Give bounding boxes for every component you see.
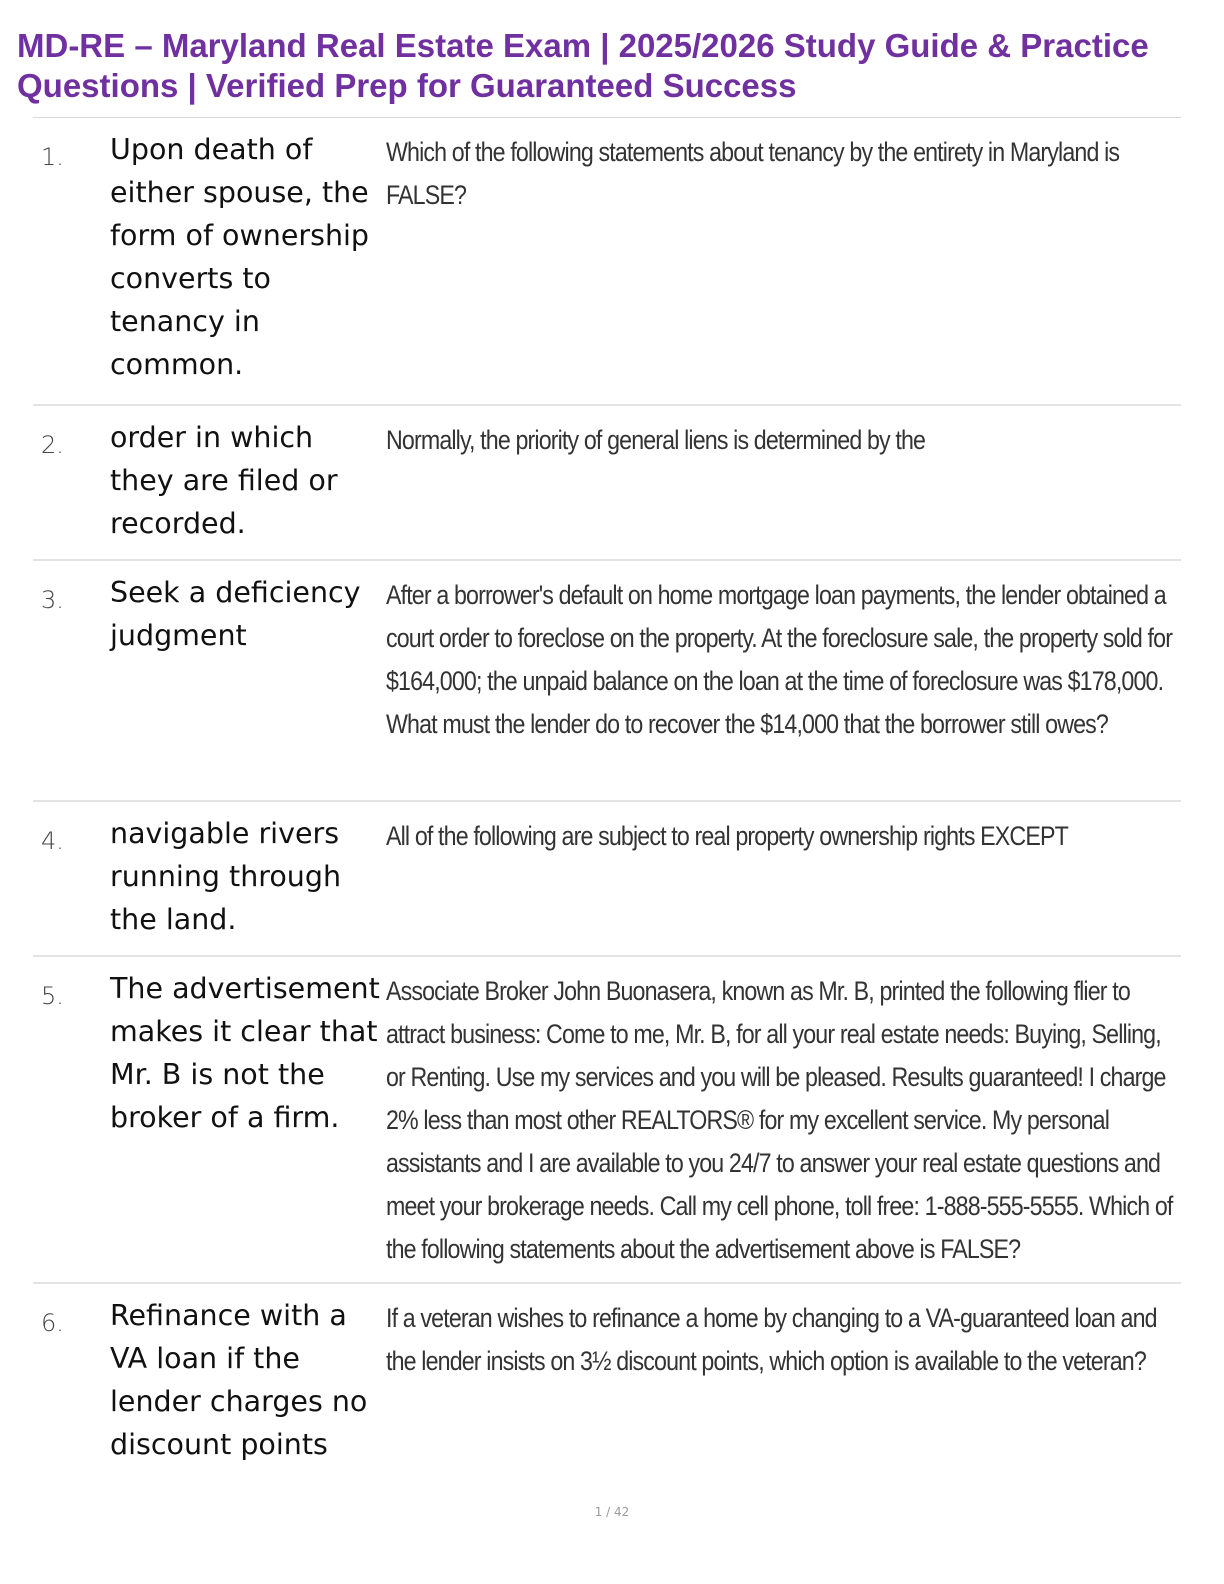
page-number: 1 / 42 [594, 1505, 630, 1519]
answer-text: Seek a deficiency judgment [110, 576, 361, 652]
question-text: Normally, the priority of general liens is determined by the [386, 425, 926, 455]
item-number: 6. [41, 1309, 64, 1337]
qa-row [33, 561, 1181, 802]
qa-row [33, 957, 1181, 1284]
item-number: 1. [41, 143, 64, 171]
qa-row [33, 802, 1181, 957]
qa-row [33, 118, 1181, 406]
question-text: After a borrower's default on home mortgage loan payments, the lender obtained a court order to foreclose on the property. At the foreclosure sale, the property sold for $164,000; the unpaid balance on the loan at the time of foreclosure was $178,000. What must the lender do to recover the $14,000 that the borrower still owes? [386, 580, 1173, 739]
qa-row [33, 1284, 1181, 1480]
item-number: 4. [41, 827, 64, 855]
answer-text: The advertisement makes it clear that Mr. B is not the broker of a firm. [110, 972, 380, 1134]
qa-list [33, 118, 1181, 1480]
item-number: 5. [41, 982, 64, 1010]
item-number: 3. [41, 586, 64, 614]
question-text: Associate Broker John Buonasera, known as Mr. B, printed the following flier to attract business: Come to me, Mr. B, for all your real estate needs: Buying, Selling, or Renting. Use my services and you will be pleased. Results guaranteed! I charge 2% less than most other REALTORS® for my excellent service. My personal assistants and I are available to you 24/7 to answer your real estate questions and meet your brokerage needs. Call my cell phone, toll free: 1-888-555-5555. Which of the following statements about the advertisement above is FALSE? [386, 976, 1173, 1264]
page-title: MD-RE – Maryland Real Estate Exam | 2025/2026 Study Guide & Practice Questions | Verified Prep for Guaranteed Success [17, 27, 1149, 104]
question-text: If a veteran wishes to refinance a home by changing to a VA-guaranteed loan and the lender insists on 3½ discount points, which option is available to the veteran? [386, 1303, 1157, 1376]
answer-text: Refinance with a VA loan if the lender charges no discount points [110, 1299, 368, 1461]
answer-text: order in which they are filed or recorded. [110, 421, 338, 540]
qa-row [33, 406, 1181, 561]
answer-text: Upon death of either spouse, the form of ownership converts to tenancy in common. [110, 133, 370, 381]
question-text: All of the following are subject to real property ownership rights EXCEPT [386, 821, 1068, 851]
question-text: Which of the following statements about tenancy by the entirety in Maryland is FALSE? [386, 137, 1120, 210]
item-number: 2. [41, 431, 64, 459]
answer-text: navigable rivers running through the land. [110, 817, 342, 936]
